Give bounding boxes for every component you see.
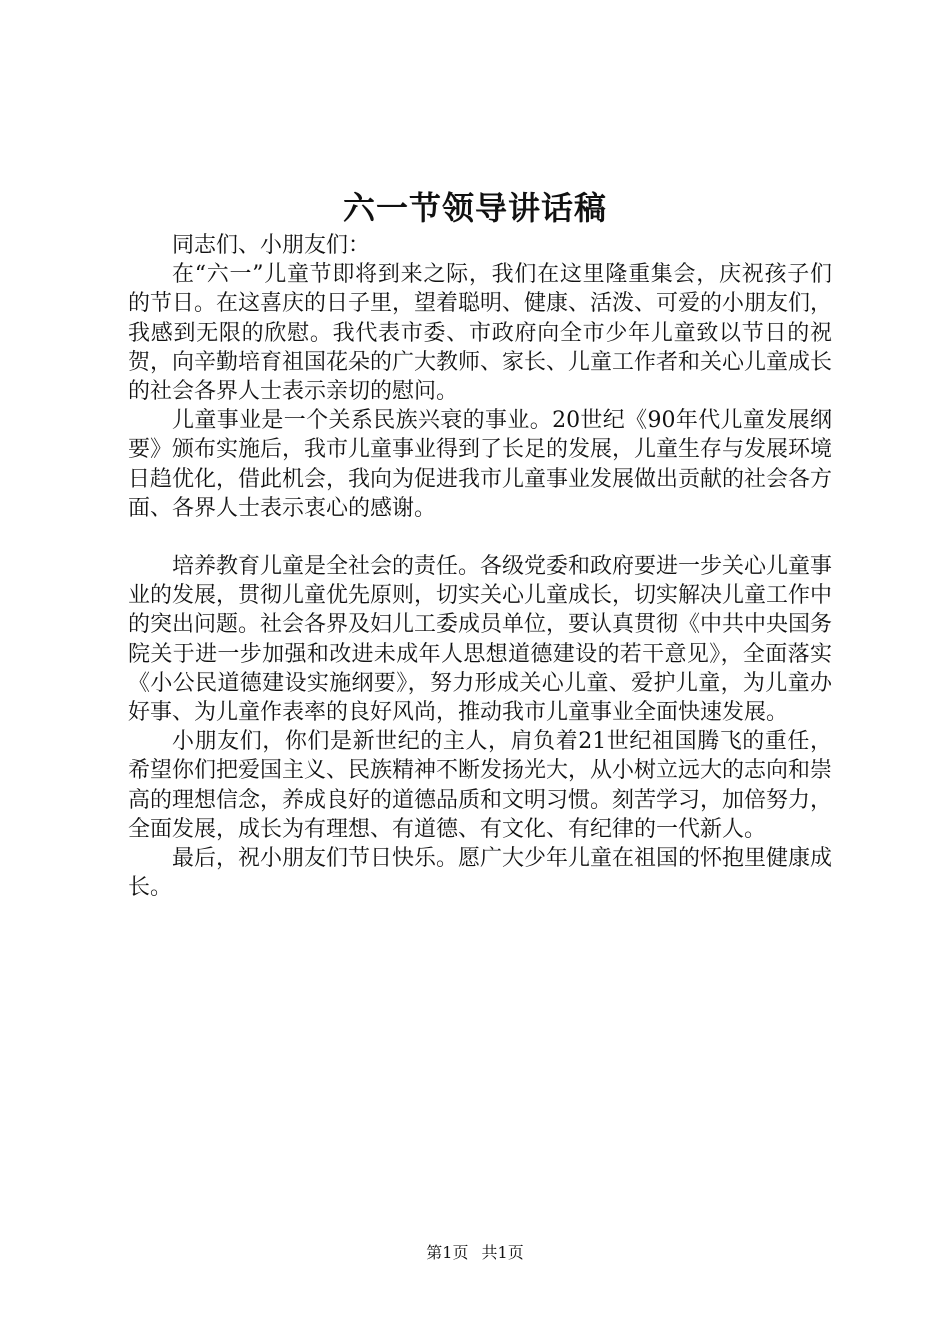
paragraph-4: 小朋友们，你们是新世纪的主人，肩负着21世纪祖国腾飞的重任，希望你们把爱国主义、民族精神不断发扬光大，从小树立远大的志向和崇高的理想信念，养成良好的道德品质和文明习惯。刻苦学习，加倍努力，全面发展，成长为有理想、有道德、有文化、有纪律的一代新人。 [128,729,833,842]
page-total: 共1页 [481,1243,524,1262]
salutation: 同志们、小朋友们： [172,233,371,258]
paragraph-5: 最后，祝小朋友们节日快乐。愿广大少年儿童在祖国的怀抱里健康成长。 [128,846,833,901]
paragraph-3: 培养教育儿童是全社会的责任。各级党委和政府要进一步关心儿童事业的发展，贯彻儿童优先原则，切实关心儿童成长，切实解决儿童工作中的突出问题。社会各界及妇儿工委成员单位，要认真贯彻《中共中央国务院关于进一步加强和改进未成年人思想道德建设的若干意见》，全面落实《小公民道德建设实施纲要》，努力形成关心儿童、爱护儿童，为儿童办好事、为儿童作表率的良好风尚，推动我市儿童事业全面快速发展。 [128,554,833,726]
paragraph-2: 儿童事业是一个关系民族兴衰的事业。20世纪《90年代儿童发展纲要》颁布实施后，我市儿童事业得到了长足的发展，儿童生存与发展环境日趋优化，借此机会，我向为促进我市儿童事业发展做出贡献的社会各方面、各界人士表示衷心的感谢。 [128,408,833,521]
page-footer [0,1242,950,1264]
page-number: 第1页 [426,1243,469,1262]
document-body [128,231,832,902]
paragraph-1: 在“六一”儿童节即将到来之际，我们在这里隆重集会，庆祝孩子们的节日。在这喜庆的日子里，望着聪明、健康、活泼、可爱的小朋友们，我感到无限的欣慰。我代表市委、市政府向全市少年儿童致以节日的祝贺，向辛勤培育祖国花朵的广大教师、家长、儿童工作者和关心儿童成长的社会各界人士表示亲切的慰问。 [128,262,833,405]
document-title: 六一节领导讲话稿 [342,189,607,227]
